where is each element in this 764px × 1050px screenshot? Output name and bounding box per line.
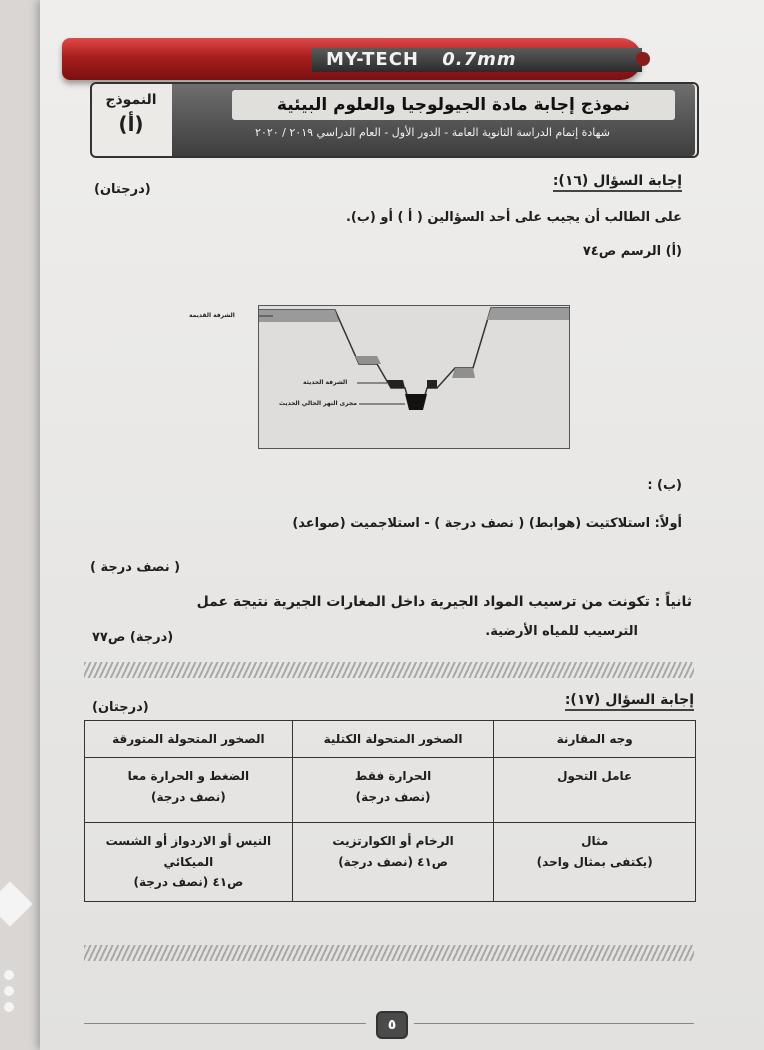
table-cell: عامل التحول — [494, 758, 696, 823]
comparison-table — [84, 720, 696, 902]
page-number: ٥ — [376, 1011, 408, 1039]
q16-part-b: (ب) : — [647, 478, 682, 493]
pen-brand: MY-TECH — [326, 49, 419, 70]
label-new-channel: مجرى النهر الحالي الحديث — [279, 400, 357, 407]
table-row — [85, 823, 696, 901]
header-subtitle: شهادة إتمام الدراسة الثانوية العامة - الدور الأول - العام الدراسي ٢٠١٩ / ٢٠٢٠ — [255, 126, 610, 139]
section-divider — [84, 662, 694, 678]
model-badge — [92, 84, 170, 156]
header-title: نموذج إجابة مادة الجيولوجيا والعلوم البيئية — [232, 90, 675, 120]
overlay-arrow-icon[interactable] — [0, 881, 33, 926]
q16-second-line2: الترسيب للمياه الأرضية. — [485, 624, 638, 639]
q17-grade: (درجتان) — [92, 700, 149, 715]
table-header-cell: الصخور المتحولة الكتلية — [292, 721, 494, 758]
q16-second-grade: (درجة) ص٧٧ — [92, 630, 174, 645]
table-header-cell: الصخور المتحولة المتورقة — [85, 721, 293, 758]
exam-header — [90, 82, 699, 158]
table-cell: النيس أو الاردواز أو الشست الميكائي ص٤١ (نصف درجة) — [85, 823, 293, 901]
more-options-icon[interactable] — [0, 970, 20, 1018]
mid-terrace-right — [452, 368, 475, 378]
table-row — [85, 758, 696, 823]
q16-first: أولاً: استلاكتيت (هوابط) ( نصف درجة ) - استلاجميت (صواعد) — [292, 516, 682, 531]
valley-profile — [259, 306, 569, 448]
mid-terrace-left — [355, 356, 381, 364]
river-channel — [405, 394, 427, 410]
q17-heading: إجابة السؤال (١٧): — [565, 692, 694, 711]
q16-first-grade: ( نصف درجة ) — [90, 560, 181, 575]
table-cell: مثال (يكتفى بمثال واحد) — [494, 823, 696, 901]
q16-grade: (درجتان) — [94, 182, 151, 197]
footer-line-left — [84, 1023, 366, 1024]
pen-size: 0.7mm — [442, 49, 517, 70]
q16-heading: إجابة السؤال (١٦): — [553, 173, 682, 192]
table-cell: الضغط و الحرارة معا (نصف درجة) — [85, 758, 293, 823]
model-label: النموذج — [105, 92, 157, 108]
footer-line-right — [414, 1023, 694, 1024]
pen — [62, 38, 642, 80]
q16-instruction: على الطالب أن يجيب على أحد السؤالين ( أ ) أو (ب). — [345, 210, 682, 225]
table-header-row — [85, 721, 696, 758]
header-band — [172, 84, 695, 156]
q16-part-a: (أ) الرسم ص٧٤ — [582, 244, 682, 259]
model-letter: (أ) — [118, 112, 144, 136]
table-header-cell: وجه المقارنة — [494, 721, 696, 758]
label-new-terrace: الشرفة الحديثة — [303, 379, 348, 386]
old-terrace-right — [487, 308, 569, 320]
new-terrace-right — [427, 380, 437, 388]
table-cell: الرخام أو الكوارتزيت ص٤١ (نصف درجة) — [292, 823, 494, 901]
table-cell: الحرارة فقط (نصف درجة) — [292, 758, 494, 823]
q16-second-line1: ثانياً : تكونت من ترسيب المواد الجيرية داخل المغارات الجيرية نتيجة عمل — [196, 594, 692, 610]
label-old-terrace: الشرفة القديمة — [189, 312, 235, 319]
pen-tip — [636, 52, 650, 66]
river-terraces-diagram — [189, 305, 570, 449]
bottom-divider — [84, 945, 694, 961]
pen-label — [312, 48, 642, 72]
